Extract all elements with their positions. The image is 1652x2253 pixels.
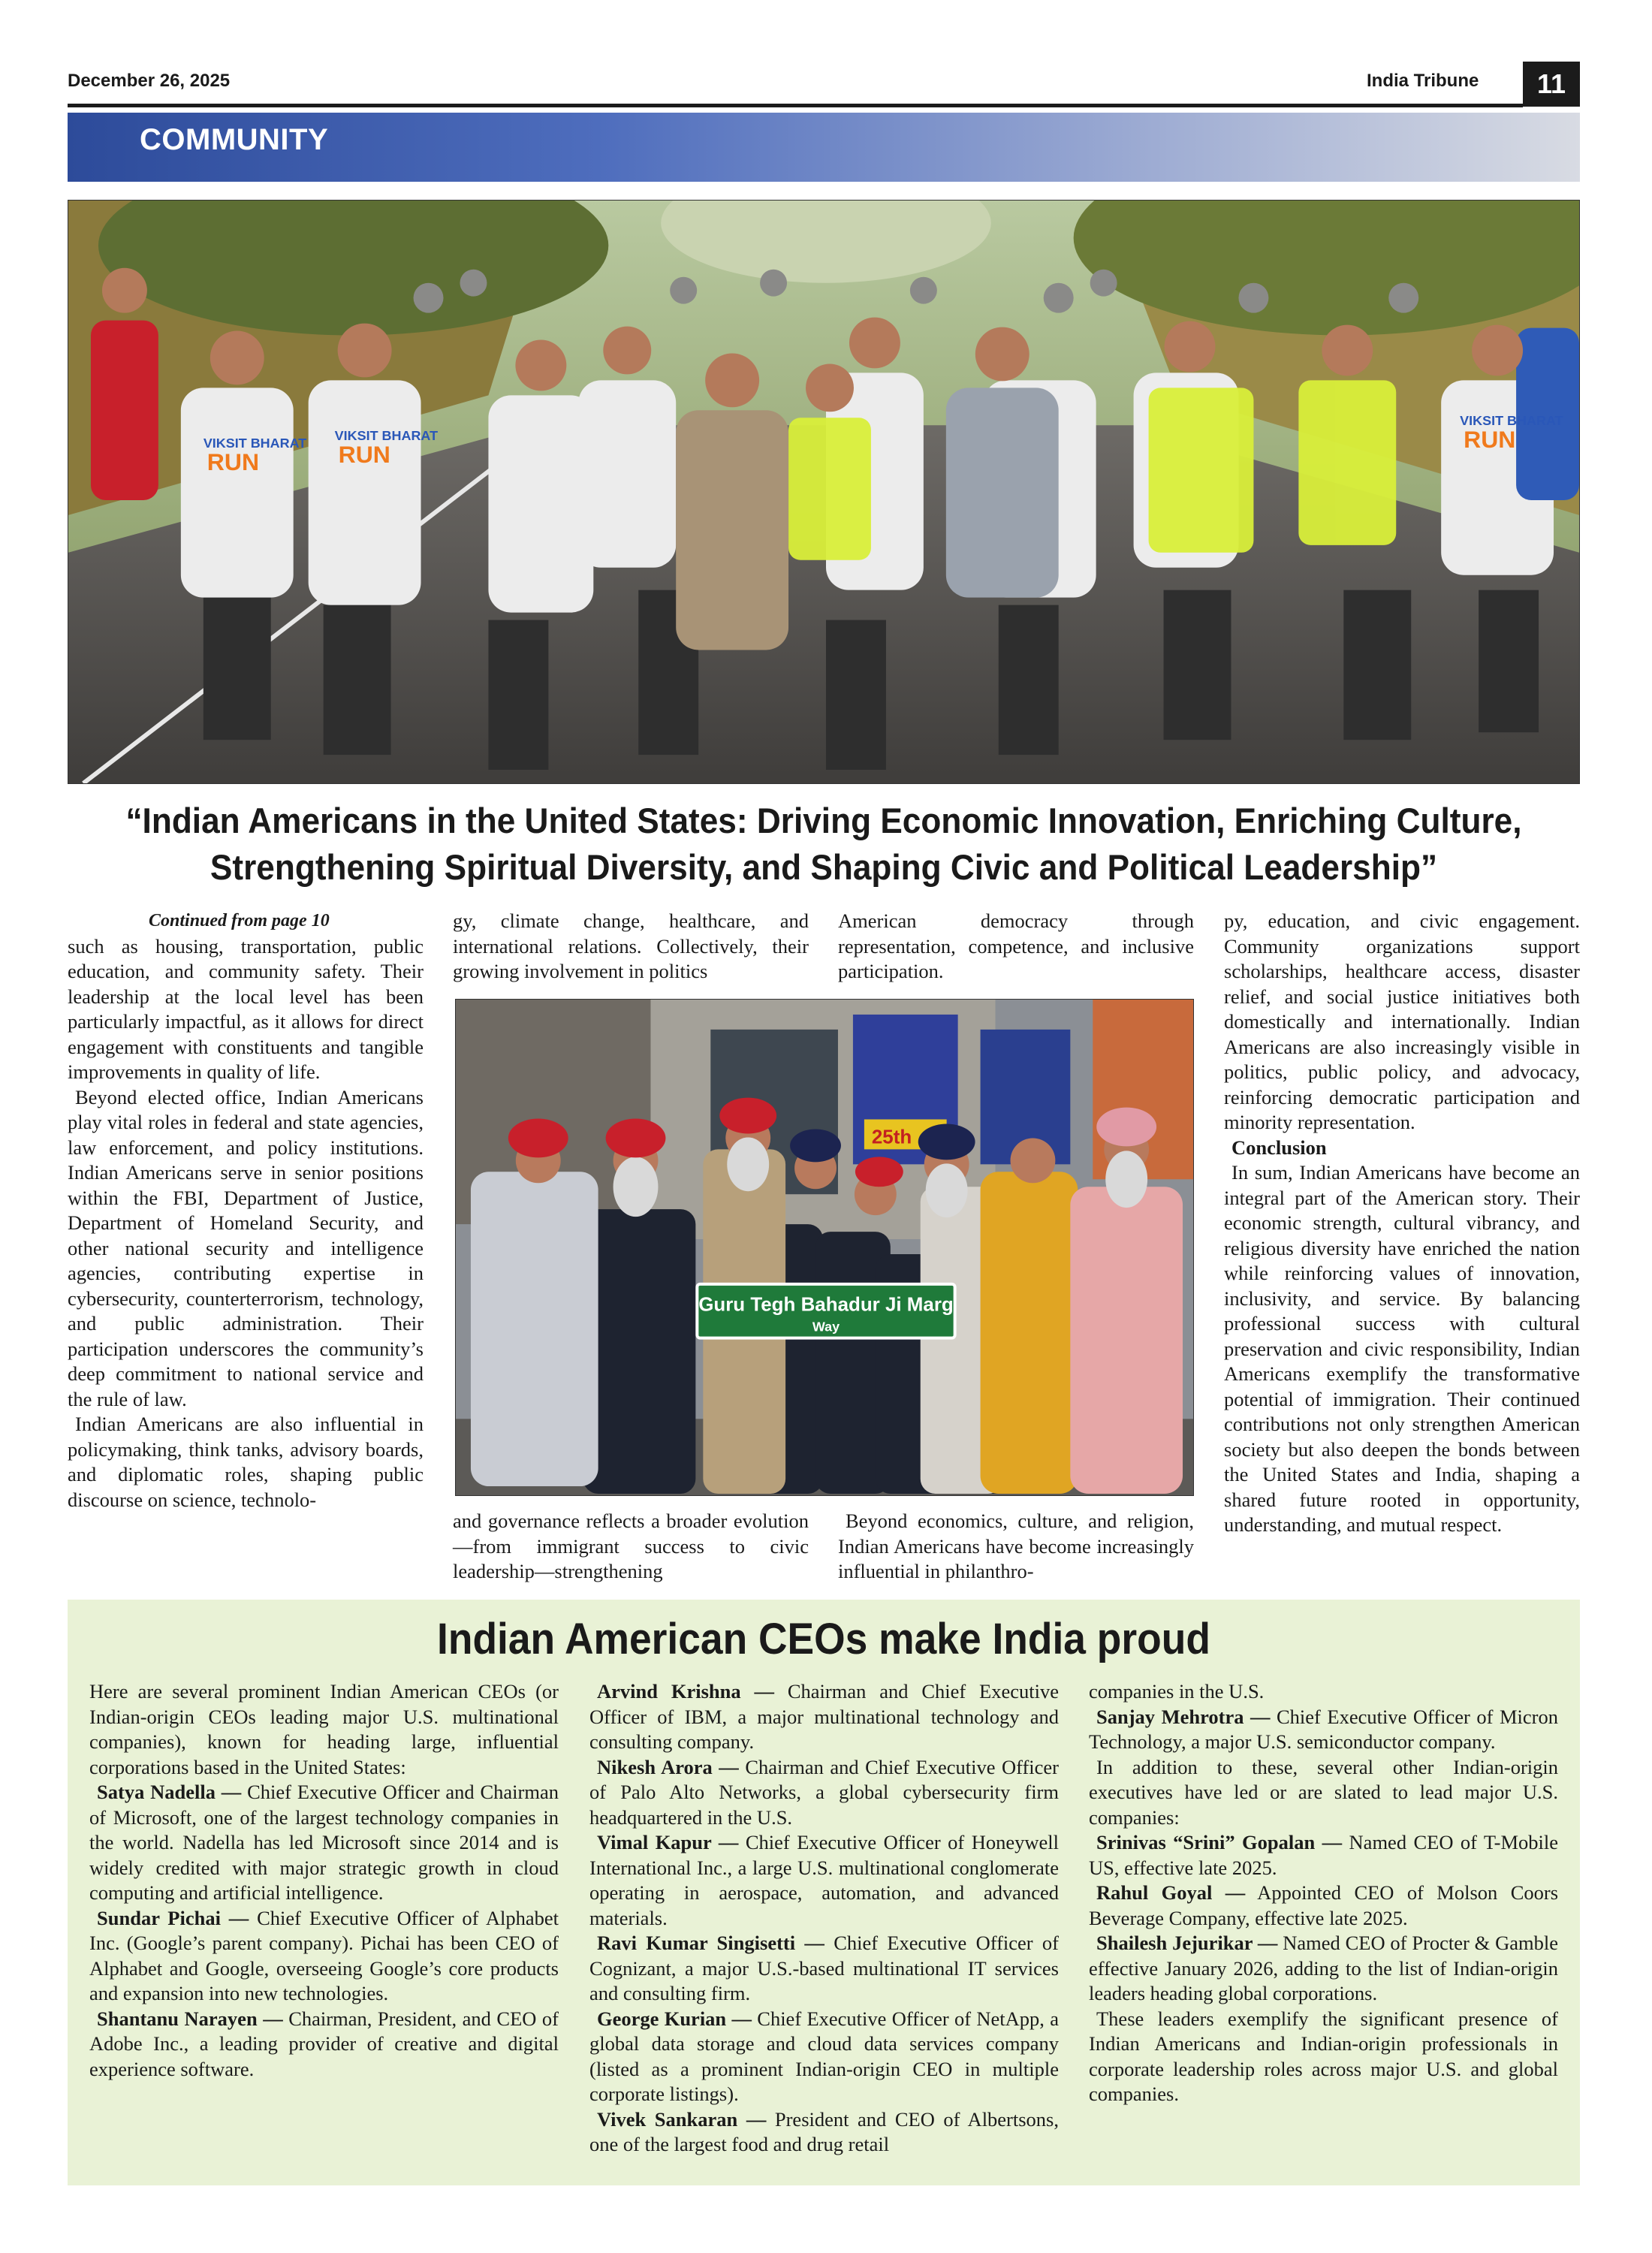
ceo-entry [589, 2007, 1059, 2107]
ceo-entry [589, 1830, 1059, 1931]
ceo-entry [589, 1755, 1059, 1831]
ceo-name: Vimal Kapur — [597, 1831, 739, 1853]
article-paragraph: American democracy through representation, competence, and inclusive participation. [838, 909, 1194, 982]
ceo-name: Srinivas “Srini” Gopalan — [1096, 1831, 1343, 1853]
ceo-continuation: companies in the U.S. [1089, 1680, 1265, 1703]
run-event-photo [68, 200, 1580, 784]
issue-date: December 26, 2025 [68, 71, 231, 91]
ceo-name: Ravi Kumar Singisetti — [597, 1932, 824, 1954]
article-paragraph: and governance reflects a broader evolution—from immigrant success to civic leadership—strengthening [453, 1510, 809, 1582]
ceo-description: Chief Executive Officer of Cognizant, a major U.S.-based multinational IT services and consulting firm. [589, 1932, 1059, 2004]
article-paragraph: Beyond economics, culture, and religion, Indian Americans have become increasingly influential in philanthro- [838, 1510, 1194, 1582]
ceo-entry [89, 2007, 559, 2083]
ceo-entry [589, 2107, 1059, 2158]
ceo-entry [89, 1906, 559, 2007]
header-rule [68, 104, 1523, 107]
ceo-description: Named CEO of T-Mobile US, effective late 2025. [1089, 1831, 1558, 1879]
page-number: 11 [1523, 62, 1580, 107]
shirt-text-3: VIKSIT BHARAT [1460, 413, 1563, 429]
ceo-description: Chairman and Chief Executive Officer of Palo Alto Networks, a global cybersecurity firm headquartered in the U.S. [589, 1755, 1059, 1829]
ceo-intro: Here are several prominent Indian American CEOs (or Indian-origin CEOs leading major U.S. multinational companies), known for heading large, influential corporations based in the United States: [89, 1680, 559, 1778]
ceo-name: Satya Nadella — [97, 1781, 242, 1803]
ceo-description: Appointed CEO of Molson Coors Beverage Company, effective late 2025. [1089, 1881, 1559, 1929]
ceo-name: Vivek Sankaran — [597, 2107, 767, 2131]
ceo-description: President and CEO of Albertsons, one of the largest food and drug retail [589, 2107, 1060, 2155]
article-column-3-top [838, 909, 1194, 985]
headline-line-2: Strengthening Spiritual Diversity, and Shaping Civic and Political Leadership” [210, 847, 1438, 887]
shirt-run-text-3: RUN [1464, 426, 1516, 454]
article-column-4 [1224, 909, 1580, 1538]
ceo-additional-intro: In addition to these, several other Indian-origin executives have led or are slated to lead major U.S. companies: [1089, 1755, 1558, 1829]
ceo-entry [1089, 1830, 1558, 1881]
ceo-description: Chief Executive Officer of Alphabet Inc. (Google’s parent company). Pichai has been CEO of Alphabet and Google, overseeing Google’s core products and expansion into new technologies. [89, 1906, 559, 2004]
ceo-name: Nikesh Arora — [597, 1755, 739, 1778]
ceo-name: George Kurian — [597, 2007, 752, 2030]
ceo-entry [89, 1780, 559, 1906]
ceo-name: Arvind Krishna — [597, 1680, 774, 1703]
ceo-entry [1089, 1881, 1558, 1931]
ceo-column-2 [589, 1679, 1059, 2158]
street-naming-photo [455, 999, 1194, 1496]
shirt-text-2: VIKSIT BHARAT [334, 428, 439, 444]
section-label: COMMUNITY [140, 123, 329, 156]
article-column-3-bottom [838, 1509, 1194, 1585]
ceo-closing: These leaders exemplify the significant presence of Indian Americans and Indian-origin professionals in corporate leadership roles across major U.S. and global companies. [1089, 2007, 1558, 2105]
ceo-description: Chief Executive Officer of NetApp, a global data storage and cloud data services company (listed as a prominent Indian-origin CEO in multiple corporate listings). [589, 2007, 1059, 2105]
ceo-entry [589, 1931, 1059, 2007]
ceo-description: Chairman and Chief Executive Officer of IBM, a major multinational technology and consulting company. [589, 1680, 1059, 1753]
article-paragraph: such as housing, transportation, public education, and community safety. Their leadership at the local level has been particularly impactful, as it allows for direct engagement with constituents and tangible improvements in quality of life. [68, 934, 424, 1083]
continued-from-label: Continued from page 10 [149, 911, 330, 930]
article-column-2-bottom [453, 1509, 809, 1585]
article-paragraph: gy, climate change, healthcare, and international relations. Collectively, their growing involvement in politics [453, 909, 809, 982]
ceo-name: Rahul Goyal — [1096, 1881, 1246, 1904]
ceo-name: Sundar Pichai — [97, 1906, 249, 1929]
ceo-column-3 [1089, 1679, 1558, 2107]
ceo-box-title: Indian American CEOs make India proud [437, 1615, 1210, 1663]
street-sign-way: Way [812, 1319, 840, 1335]
ceo-description: Chief Executive Officer of Micron Technology, a major U.S. semiconductor company. [1089, 1705, 1558, 1753]
ceo-name: Shailesh Jejurikar — [1096, 1932, 1278, 1954]
ceo-entry [1089, 1931, 1558, 2007]
ceo-name: Sanjay Mehrotra — [1096, 1705, 1271, 1728]
ceo-description: Chief Executive Officer and Chairman of Microsoft, one of the largest technology companies in the world. Nadella has led Microsoft since 2014 and is widely credited with major strategic growth in cloud computing and artificial intelligence. [89, 1781, 559, 1904]
ceo-entry [1089, 1705, 1558, 1755]
headline-line-1: “Indian Americans in the United States: Driving Economic Innovation, Enriching Culture, [125, 801, 1522, 840]
article-paragraph: In sum, Indian Americans have become an integral part of the American story. Their economic strength, cultural vibrancy, and religious diversity have enriched the nation while reinforcing values of innovation, inclusivity, and service. By balancing professional success with cultural preservation and civic responsibility, Indian Americans exemplify the transformative potential of immigration. Their continued contributions not only strengthen American society but also deepen the bonds between the United States and India, shaping a shared future rooted in opportunity, understanding, and mutual respect. [1224, 1161, 1580, 1536]
shirt-run-text-1: RUN [206, 448, 260, 476]
ceo-entry [589, 1679, 1059, 1755]
article-headline [113, 798, 1534, 891]
conclusion-heading: Conclusion [1231, 1136, 1327, 1159]
shirt-text-1: VIKSIT BHARAT [203, 436, 307, 451]
street-sign-name: Guru Tegh Bahadur Ji Marg [698, 1294, 954, 1316]
publication-name: India Tribune [1367, 71, 1479, 91]
article-paragraph: Beyond elected office, Indian Americans play vital roles in federal and state agencies, law enforcement, and policy institutions. Indian Americans serve in senior positions within the FBI, Department of Justice, Department of Homeland Security, and other national security and intelligence agencies, contributing expertise in cybersecurity, counterterrorism, technology, and public administration. Their participation underscores the community’s deep commitment to national service and the rule of law. [68, 1085, 424, 1410]
shirt-run-text-2: RUN [338, 441, 390, 469]
article-paragraph: py, education, and civic engagement. Community organizations support scholarships, healthcare access, disaster relief, and social justice initiatives both domestically and internationally. Indian Americans are also increasingly visible in politics, public policy, and advocacy, reinforcing democratic participation and minority representation. [1224, 909, 1580, 1133]
ceo-description: Chairman, President, and CEO of Adobe Inc., a leading provider of creative and digital experience software. [89, 2007, 559, 2080]
article-column-1 [68, 909, 424, 1513]
ceo-description: Named CEO of Procter & Gamble effective January 2026, adding to the list of Indian-origin leaders heading global corporations. [1089, 1932, 1559, 2004]
ceo-description: Chief Executive Officer of Honeywell International Inc., a large U.S. multinational conglomerate operating in aerospace, automation, and advanced materials. [589, 1831, 1059, 1929]
article-paragraph: Indian Americans are also influential in policymaking, think tanks, advisory boards, and diplomatic roles, shaping public discourse on science, technolo- [68, 1413, 424, 1511]
ceo-column-1 [89, 1679, 559, 2082]
banner-text: 25th [871, 1126, 912, 1148]
article-column-2-top [453, 909, 809, 985]
ceo-name: Shantanu Narayen — [97, 2007, 283, 2030]
